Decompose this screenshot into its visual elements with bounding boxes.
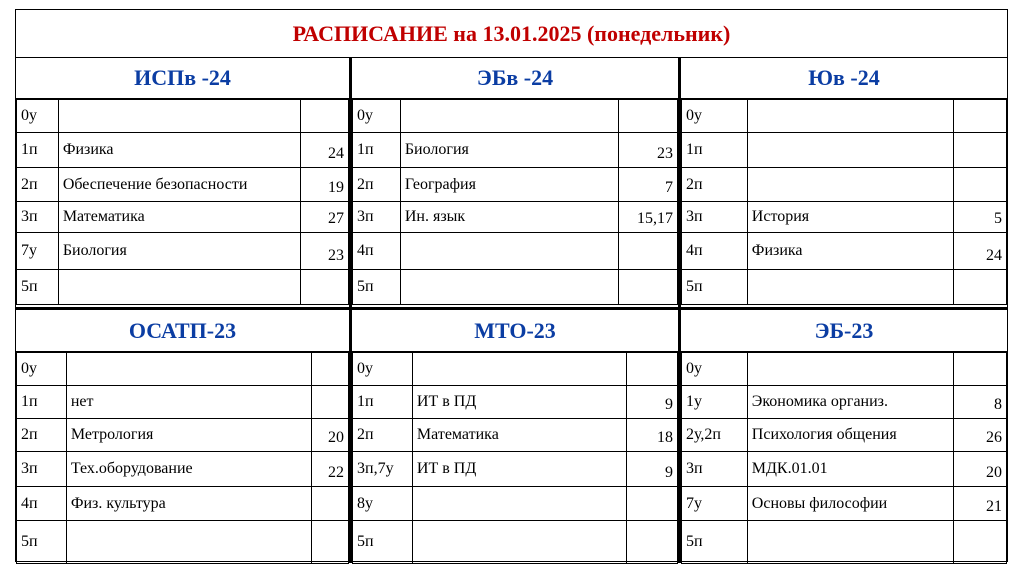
schedule-row xyxy=(17,100,349,133)
subject-name xyxy=(400,100,618,133)
room-number: 20 xyxy=(312,419,349,452)
lesson-number: 3п,7у xyxy=(353,452,413,487)
subject-name xyxy=(66,521,311,564)
schedule-row xyxy=(682,521,1007,564)
lesson-number: 3п xyxy=(682,202,748,233)
schedule-row xyxy=(353,487,678,521)
lesson-number: 5п xyxy=(353,270,401,305)
group-name: ОСАТП-23 xyxy=(16,310,349,352)
subject-name xyxy=(58,100,300,133)
subject-name: Биология xyxy=(400,133,618,168)
subject-name: ИТ в ПД xyxy=(412,452,626,487)
group-name: ИСПв -24 xyxy=(16,57,349,99)
room-number xyxy=(954,168,1007,202)
subject-name xyxy=(747,100,953,133)
room-number xyxy=(627,353,678,386)
room-number: 5 xyxy=(954,202,1007,233)
room-number xyxy=(312,386,349,419)
room-number: 7 xyxy=(619,168,678,202)
schedule-row xyxy=(682,452,1007,487)
schedule-row xyxy=(17,202,349,233)
schedule-row xyxy=(682,353,1007,386)
lesson-number: 5п xyxy=(17,521,67,564)
schedule-row xyxy=(353,452,678,487)
lesson-number: 1п xyxy=(353,386,413,419)
lesson-number: 5п xyxy=(17,270,59,305)
subject-name xyxy=(412,487,626,521)
room-number xyxy=(619,233,678,270)
room-number: 23 xyxy=(301,233,349,270)
subject-name: Математика xyxy=(58,202,300,233)
group-name: ЭБв -24 xyxy=(352,57,678,99)
schedule-row xyxy=(682,202,1007,233)
subject-name: История xyxy=(747,202,953,233)
group-name: ЭБ-23 xyxy=(681,310,1007,352)
room-number xyxy=(619,270,678,305)
schedule-row xyxy=(353,168,678,202)
subject-name: нет xyxy=(66,386,311,419)
room-number: 19 xyxy=(301,168,349,202)
room-number xyxy=(954,353,1007,386)
lesson-number: 2п xyxy=(353,419,413,452)
room-number: 27 xyxy=(301,202,349,233)
room-number: 15,17 xyxy=(619,202,678,233)
lesson-number: 5п xyxy=(682,521,748,564)
schedule-table xyxy=(681,352,1007,564)
lesson-number: 0у xyxy=(17,100,59,133)
schedule-row xyxy=(17,168,349,202)
lesson-number: 2п xyxy=(17,168,59,202)
schedule-sheet xyxy=(15,9,1008,562)
schedule-row xyxy=(353,100,678,133)
lesson-number: 4п xyxy=(353,233,401,270)
subject-name: Физ. культура xyxy=(66,487,311,521)
subject-name: Биология xyxy=(58,233,300,270)
room-number xyxy=(312,521,349,564)
subject-name: Обеспечение безопасности xyxy=(58,168,300,202)
lesson-number: 3п xyxy=(17,452,67,487)
subject-name xyxy=(747,521,953,564)
room-number xyxy=(954,133,1007,168)
subject-name xyxy=(412,521,626,564)
schedule-row xyxy=(682,233,1007,270)
subject-name: География xyxy=(400,168,618,202)
lesson-number: 0у xyxy=(353,353,413,386)
schedule-row xyxy=(682,386,1007,419)
lesson-number: 0у xyxy=(682,353,748,386)
subject-name xyxy=(58,270,300,305)
room-number xyxy=(312,353,349,386)
schedule-row xyxy=(353,521,678,564)
room-number: 23 xyxy=(619,133,678,168)
schedule-row xyxy=(17,133,349,168)
schedule-table xyxy=(681,99,1007,305)
subject-name xyxy=(66,353,311,386)
lesson-number: 1у xyxy=(682,386,748,419)
lesson-number: 2п xyxy=(682,168,748,202)
lesson-number: 2п xyxy=(17,419,67,452)
schedule-table xyxy=(16,99,349,305)
room-number xyxy=(954,270,1007,305)
room-number xyxy=(627,521,678,564)
room-number: 8 xyxy=(954,386,1007,419)
subject-name: Тех.оборудование xyxy=(66,452,311,487)
subject-name xyxy=(747,270,953,305)
lesson-number: 8у xyxy=(353,487,413,521)
schedule-row xyxy=(17,233,349,270)
schedule-table xyxy=(352,352,678,564)
lesson-number: 5п xyxy=(682,270,748,305)
subject-name: Математика xyxy=(412,419,626,452)
room-number xyxy=(954,100,1007,133)
lesson-number: 7у xyxy=(17,233,59,270)
room-number xyxy=(301,270,349,305)
lesson-number: 0у xyxy=(17,353,67,386)
subject-name: Физика xyxy=(58,133,300,168)
subject-name xyxy=(747,168,953,202)
schedule-table xyxy=(352,99,678,305)
schedule-row xyxy=(353,386,678,419)
schedule-row xyxy=(17,452,349,487)
lesson-number: 5п xyxy=(353,521,413,564)
group-name: Юв -24 xyxy=(681,57,1007,99)
room-number xyxy=(954,521,1007,564)
lesson-number: 1п xyxy=(17,133,59,168)
room-number: 9 xyxy=(627,452,678,487)
schedule-row xyxy=(353,419,678,452)
schedule-row xyxy=(682,487,1007,521)
subject-name xyxy=(747,133,953,168)
subject-name: Метрология xyxy=(66,419,311,452)
room-number: 21 xyxy=(954,487,1007,521)
lesson-number: 7у xyxy=(682,487,748,521)
subject-name: Экономика организ. xyxy=(747,386,953,419)
room-number: 20 xyxy=(954,452,1007,487)
lesson-number: 3п xyxy=(17,202,59,233)
subject-name: Основы философии xyxy=(747,487,953,521)
lesson-number: 3п xyxy=(353,202,401,233)
subject-name xyxy=(400,270,618,305)
lesson-number: 1п xyxy=(17,386,67,419)
schedule-table xyxy=(16,352,349,564)
schedule-row xyxy=(17,353,349,386)
schedule-row xyxy=(682,419,1007,452)
group-name: МТО-23 xyxy=(352,310,678,352)
room-number: 24 xyxy=(954,233,1007,270)
room-number: 22 xyxy=(312,452,349,487)
room-number: 26 xyxy=(954,419,1007,452)
room-number xyxy=(619,100,678,133)
lesson-number: 2п xyxy=(353,168,401,202)
lesson-number: 1п xyxy=(682,133,748,168)
subject-name: Психология общения xyxy=(747,419,953,452)
subject-name xyxy=(400,233,618,270)
room-number: 18 xyxy=(627,419,678,452)
page-title: РАСПИСАНИЕ на 13.01.2025 (понедельник) xyxy=(16,10,1007,58)
lesson-number: 1п xyxy=(353,133,401,168)
subject-name: Физика xyxy=(747,233,953,270)
room-number xyxy=(312,487,349,521)
room-number: 9 xyxy=(627,386,678,419)
subject-name: Ин. язык xyxy=(400,202,618,233)
subject-name xyxy=(747,353,953,386)
schedule-row xyxy=(17,270,349,305)
schedule-row xyxy=(17,386,349,419)
schedule-row xyxy=(353,270,678,305)
lesson-number: 0у xyxy=(682,100,748,133)
room-number xyxy=(301,100,349,133)
schedule-row xyxy=(682,100,1007,133)
lesson-number: 0у xyxy=(353,100,401,133)
schedule-row xyxy=(17,521,349,564)
subject-name: МДК.01.01 xyxy=(747,452,953,487)
lesson-number: 2у,2п xyxy=(682,419,748,452)
schedule-row xyxy=(17,487,349,521)
schedule-row xyxy=(353,202,678,233)
room-number: 24 xyxy=(301,133,349,168)
room-number xyxy=(627,487,678,521)
schedule-row xyxy=(682,133,1007,168)
schedule-row xyxy=(353,133,678,168)
schedule-row xyxy=(353,353,678,386)
lesson-number: 4п xyxy=(682,233,748,270)
schedule-row xyxy=(353,233,678,270)
schedule-row xyxy=(17,419,349,452)
lesson-number: 3п xyxy=(682,452,748,487)
subject-name xyxy=(412,353,626,386)
schedule-row xyxy=(682,270,1007,305)
lesson-number: 4п xyxy=(17,487,67,521)
subject-name: ИТ в ПД xyxy=(412,386,626,419)
schedule-row xyxy=(682,168,1007,202)
